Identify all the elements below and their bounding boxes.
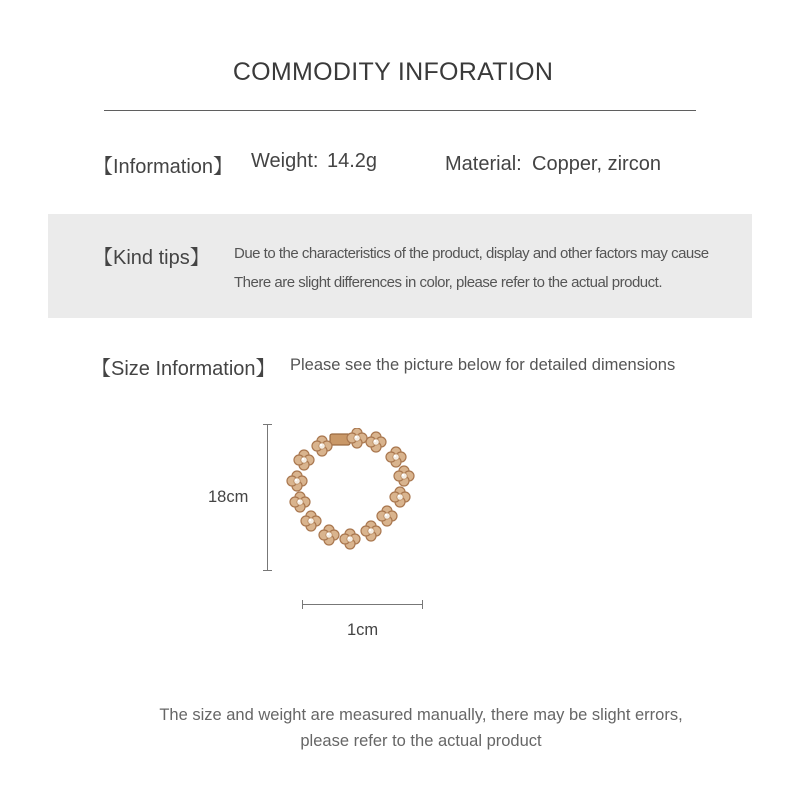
information-label: 【Information】 <box>93 156 234 178</box>
width-dimension-label: 1cm <box>347 621 379 639</box>
weight-label: Weight: <box>251 150 319 172</box>
width-dimension-cap-left <box>302 600 303 609</box>
material-label: Material: <box>445 153 522 175</box>
material-value: Copper, zircon <box>532 153 661 175</box>
footnote-line-2: please refer to the actual product <box>300 732 542 750</box>
footnote <box>0 702 800 754</box>
length-dimension-cap-top <box>263 424 272 425</box>
bracelet-image <box>280 428 420 558</box>
length-dimension-cap-bottom <box>263 570 272 571</box>
weight-value: 14.2g <box>327 150 378 172</box>
length-dimension-line <box>267 424 268 570</box>
width-dimension-cap-right <box>422 600 423 609</box>
kind-tips-line-1: Due to the characteristics of the product, display and other factors may cause <box>234 245 709 262</box>
width-dimension-line <box>302 604 423 605</box>
kind-tips-label: 【Kind tips】 <box>93 247 210 269</box>
length-dimension-label: 18cm <box>208 488 249 506</box>
title-divider <box>104 110 696 111</box>
size-information-note: Please see the picture below for detailed dimensions <box>290 356 676 374</box>
footnote-line-1: The size and weight are measured manually, there may be slight errors, <box>159 706 683 724</box>
kind-tips-line-2: There are slight differences in color, please refer to the actual product. <box>234 274 662 291</box>
size-information-label: 【Size Information】 <box>91 358 276 380</box>
page-title: COMMODITY INFORATION <box>232 58 554 86</box>
